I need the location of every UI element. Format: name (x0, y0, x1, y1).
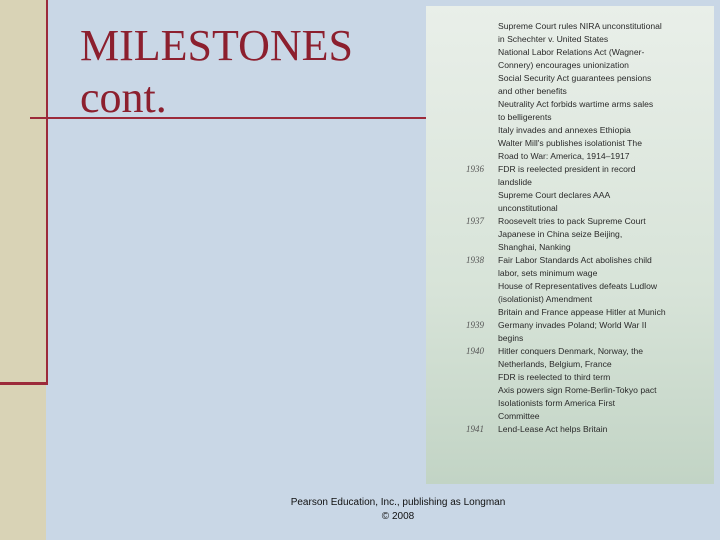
timeline-event-line: Isolationists form America First (498, 398, 615, 408)
timeline-event-line: Japanese in China seize Beijing, (498, 229, 623, 239)
timeline-event-line: in Schechter v. United States (498, 34, 609, 44)
timeline-event (498, 306, 714, 319)
timeline-event-line: and other benefits (498, 86, 567, 96)
timeline-event (498, 98, 714, 124)
timeline-row (426, 397, 714, 423)
timeline-year: 1936 (466, 164, 484, 174)
timeline-event-line: labor, sets minimum wage (498, 268, 598, 278)
timeline-event-line: Neutrality Act forbids wartime arms sales (498, 99, 654, 109)
timeline-event (498, 72, 714, 98)
timeline-event-line: (isolationist) Amendment (498, 294, 593, 304)
timeline-row (426, 345, 714, 371)
timeline-row (426, 189, 714, 215)
vertical-accent-line (46, 0, 48, 385)
timeline-event (498, 345, 714, 371)
timeline-event-line: Road to War: America, 1914–1917 (498, 151, 630, 161)
timeline-row (426, 371, 714, 384)
timeline-event-line: FDR is reelected to third term (498, 372, 611, 382)
timeline-event-line: unconstitutional (498, 203, 558, 213)
timeline-event-line: FDR is reelected president in record (498, 164, 636, 174)
timeline-event-line: Axis powers sign Rome-Berlin-Tokyo pact (498, 385, 657, 395)
timeline-event (498, 137, 714, 163)
timeline-event (498, 423, 714, 436)
timeline-event-line: Connery) encourages unionization (498, 60, 629, 70)
timeline-year: 1937 (466, 216, 484, 226)
timeline-event (498, 254, 714, 280)
timeline-panel (426, 6, 714, 484)
timeline-row (426, 124, 714, 137)
timeline-year: 1941 (466, 424, 484, 434)
vertical-accent-base (0, 382, 48, 385)
timeline-event-line: Social Security Act guarantees pensions (498, 73, 652, 83)
timeline-event-line: Committee (498, 411, 540, 421)
timeline-event (498, 189, 714, 215)
timeline-event (498, 215, 714, 228)
timeline-row (426, 215, 714, 228)
timeline-row (426, 306, 714, 319)
timeline-event-line: Walter Mill's publishes isolationist The (498, 138, 642, 148)
timeline-year: 1938 (466, 255, 484, 265)
timeline-event (498, 20, 714, 46)
slide-title-line-2: cont. (80, 73, 167, 122)
slide-title (80, 20, 353, 124)
timeline-event-line: Hitler conquers Denmark, Norway, the (498, 346, 644, 356)
timeline-row (426, 72, 714, 98)
timeline-event-line: Netherlands, Belgium, France (498, 359, 612, 369)
footer-line-1: Pearson Education, Inc., publishing as Longman (290, 497, 506, 508)
timeline-row (426, 46, 714, 72)
timeline-event (498, 280, 714, 306)
timeline-event (498, 228, 714, 254)
timeline-event (498, 397, 714, 423)
timeline-event-line: House of Representatives defeats Ludlow (498, 281, 658, 291)
timeline-row (426, 319, 714, 345)
timeline-event-line: Roosevelt tries to pack Supreme Court (498, 216, 646, 226)
timeline-event-line: landslide (498, 177, 532, 187)
timeline-event-line: begins (498, 333, 524, 343)
timeline-event (498, 163, 714, 189)
timeline-event-line: Fair Labor Standards Act abolishes child (498, 255, 652, 265)
timeline-event (498, 46, 714, 72)
footer-line-2: © 2008 (381, 511, 415, 522)
timeline-event-line: Britain and France appease Hitler at Munich (498, 307, 666, 317)
timeline-event (498, 124, 714, 137)
slide-title-line-1: MILESTONES (80, 21, 353, 70)
timeline-year: 1939 (466, 320, 484, 330)
timeline-event (498, 384, 714, 397)
timeline-row (426, 20, 714, 46)
timeline-row (426, 137, 714, 163)
copyright-footer (240, 496, 556, 524)
timeline-event-line: to belligerents (498, 112, 552, 122)
timeline-row (426, 228, 714, 254)
timeline-event-line: Supreme Court declares AAA (498, 190, 611, 200)
timeline-row (426, 254, 714, 280)
timeline-row (426, 163, 714, 189)
timeline-row (426, 384, 714, 397)
timeline-event (498, 319, 714, 345)
timeline-year: 1940 (466, 346, 484, 356)
timeline-list (426, 20, 714, 436)
timeline-event-line: Supreme Court rules NIRA unconstitutional (498, 21, 662, 31)
timeline-event-line: Lend-Lease Act helps Britain (498, 424, 608, 434)
timeline-event-line: Shanghai, Nanking (498, 242, 571, 252)
left-decorative-band (0, 0, 46, 540)
timeline-event-line: National Labor Relations Act (Wagner- (498, 47, 645, 57)
timeline-event-line: Germany invades Poland; World War II (498, 320, 647, 330)
timeline-row (426, 98, 714, 124)
timeline-row (426, 280, 714, 306)
timeline-event-line: Italy invades and annexes Ethiopia (498, 125, 631, 135)
timeline-row (426, 423, 714, 436)
timeline-event (498, 371, 714, 384)
